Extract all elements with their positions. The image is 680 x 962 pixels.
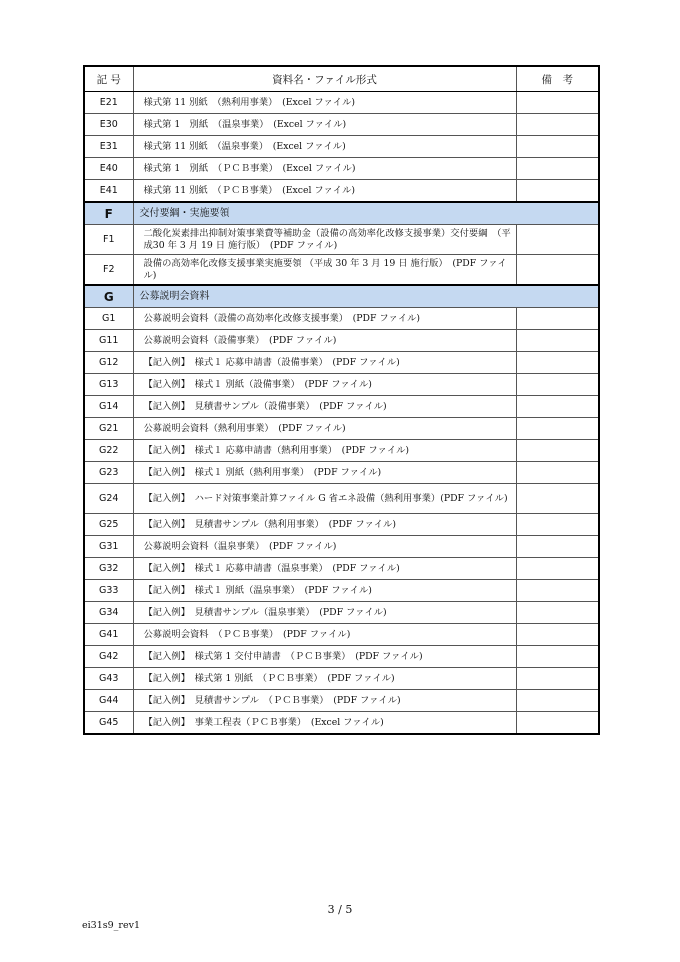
row-code: G1 (84, 308, 133, 330)
table-row (84, 114, 599, 136)
row-code: G25 (84, 514, 133, 536)
row-note (516, 158, 599, 180)
row-document-name: 【記入例】 見積書サンプル（設備事業） (PDF ファイル) (133, 396, 516, 418)
row-document-name: 【記入例】 見積書サンプル （ＰＣＢ事業） (PDF ファイル) (133, 690, 516, 712)
page-number: 3 / 5 (327, 903, 353, 916)
table-row (84, 180, 599, 203)
row-code: G14 (84, 396, 133, 418)
document-list-table (83, 65, 600, 735)
row-document-name: 【記入例】 事業工程表（ＰＣＢ事業） (Excel ファイル) (133, 712, 516, 735)
row-note (516, 114, 599, 136)
row-code: G42 (84, 646, 133, 668)
row-document-name: 公募説明会資料（熱利用事業） (PDF ファイル) (133, 418, 516, 440)
row-document-name: 二酸化炭素排出抑制対策事業費等補助金（設備の高効率化改修支援事業）交付要綱 （平成30 年 3 月 19 日 施行版） (PDF ファイル) (133, 225, 516, 255)
row-code: G34 (84, 602, 133, 624)
row-code: G41 (84, 624, 133, 646)
table-row (84, 92, 599, 114)
table-row (84, 484, 599, 514)
row-note (516, 136, 599, 158)
row-code: G44 (84, 690, 133, 712)
table-row (84, 712, 599, 735)
row-document-name: 【記入例】 様式１ 応募申請書（設備事業） (PDF ファイル) (133, 352, 516, 374)
table-row (84, 558, 599, 580)
row-note (516, 308, 599, 330)
table-row (84, 514, 599, 536)
row-note (516, 255, 599, 286)
row-code: G23 (84, 462, 133, 484)
row-document-name: 【記入例】 様式１ 別紙（温泉事業） (PDF ファイル) (133, 580, 516, 602)
table-row (84, 580, 599, 602)
row-note (516, 180, 599, 203)
row-document-name: 【記入例】 様式第 1 別紙 （ＰＣＢ事業） (PDF ファイル) (133, 668, 516, 690)
section-title: 交付要綱・実施要領 (133, 202, 599, 225)
row-code: G21 (84, 418, 133, 440)
row-document-name: 様式第 11 別紙 （ＰＣＢ事業） (Excel ファイル) (133, 180, 516, 203)
row-note (516, 514, 599, 536)
table-row (84, 158, 599, 180)
header-code: 記 号 (84, 66, 133, 92)
row-note (516, 225, 599, 255)
row-note (516, 580, 599, 602)
row-document-name: 公募説明会資料 （ＰＣＢ事業） (PDF ファイル) (133, 624, 516, 646)
row-note (516, 418, 599, 440)
table-row (84, 225, 599, 255)
row-document-name: 公募説明会資料（温泉事業） (PDF ファイル) (133, 536, 516, 558)
table-row (84, 418, 599, 440)
header-name: 資料名・ファイル形式 (133, 66, 516, 92)
table-row (84, 668, 599, 690)
row-code: G45 (84, 712, 133, 735)
table-row (84, 646, 599, 668)
row-document-name: 様式第 11 別紙 （温泉事業） (Excel ファイル) (133, 136, 516, 158)
row-code: G22 (84, 440, 133, 462)
row-code: G12 (84, 352, 133, 374)
header-note: 備 考 (516, 66, 599, 92)
row-document-name: 【記入例】 様式第 1 交付申請書 （ＰＣＢ事業） (PDF ファイル) (133, 646, 516, 668)
row-document-name: 【記入例】 様式１ 別紙（設備事業） (PDF ファイル) (133, 374, 516, 396)
row-document-name: 【記入例】 ハード対策事業計算ファイル G 省エネ設備（熱利用事業）(PDF ファイル) (133, 484, 516, 514)
row-code: F1 (84, 225, 133, 255)
row-note (516, 690, 599, 712)
row-note (516, 602, 599, 624)
row-note (516, 396, 599, 418)
row-note (516, 462, 599, 484)
row-code: G32 (84, 558, 133, 580)
row-code: G11 (84, 330, 133, 352)
row-document-name: 公募説明会資料（設備の高効率化改修支援事業） (PDF ファイル) (133, 308, 516, 330)
row-document-name: 【記入例】 様式１ 応募申請書（温泉事業） (PDF ファイル) (133, 558, 516, 580)
table-row (84, 536, 599, 558)
row-note (516, 330, 599, 352)
table-row (84, 690, 599, 712)
row-note (516, 624, 599, 646)
section-row (84, 202, 599, 225)
row-document-name: 様式第 11 別紙 （熱利用事業） (Excel ファイル) (133, 92, 516, 114)
section-code: F (84, 202, 133, 225)
row-code: E40 (84, 158, 133, 180)
section-code: G (84, 285, 133, 308)
row-note (516, 484, 599, 514)
row-note (516, 712, 599, 735)
row-note (516, 92, 599, 114)
table-row (84, 308, 599, 330)
row-code: G43 (84, 668, 133, 690)
row-code: G13 (84, 374, 133, 396)
table-row (84, 440, 599, 462)
table-row (84, 330, 599, 352)
row-document-name: 【記入例】 見積書サンプル（温泉事業） (PDF ファイル) (133, 602, 516, 624)
table-body (84, 92, 599, 735)
row-document-name: 【記入例】 様式１ 応募申請書（熱利用事業） (PDF ファイル) (133, 440, 516, 462)
row-code: E21 (84, 92, 133, 114)
table-row (84, 396, 599, 418)
row-note (516, 440, 599, 462)
row-note (516, 668, 599, 690)
row-code: E30 (84, 114, 133, 136)
document-id: ei31s9_rev1 (82, 920, 140, 931)
table-row (84, 374, 599, 396)
row-document-name: 公募説明会資料（設備事業） (PDF ファイル) (133, 330, 516, 352)
row-note (516, 558, 599, 580)
section-title: 公募説明会資料 (133, 285, 599, 308)
table-row (84, 462, 599, 484)
table-row (84, 352, 599, 374)
row-note (516, 352, 599, 374)
table-row (84, 602, 599, 624)
row-document-name: 様式第 1 別紙 （ＰＣＢ事業） (Excel ファイル) (133, 158, 516, 180)
row-note (516, 536, 599, 558)
row-note (516, 646, 599, 668)
row-document-name: 様式第 1 別紙 （温泉事業） (Excel ファイル) (133, 114, 516, 136)
row-code: G31 (84, 536, 133, 558)
row-code: G24 (84, 484, 133, 514)
table-row (84, 136, 599, 158)
row-note (516, 374, 599, 396)
table-row (84, 255, 599, 286)
row-code: E41 (84, 180, 133, 203)
row-code: G33 (84, 580, 133, 602)
row-document-name: 【記入例】 見積書サンプル（熱利用事業） (PDF ファイル) (133, 514, 516, 536)
row-code: E31 (84, 136, 133, 158)
section-row (84, 285, 599, 308)
table-header-row (84, 66, 599, 92)
row-code: F2 (84, 255, 133, 286)
table-row (84, 624, 599, 646)
row-document-name: 設備の高効率化改修支援事業実施要領 （平成 30 年 3 月 19 日 施行版） (PDF ファイル) (133, 255, 516, 286)
row-document-name: 【記入例】 様式１ 別紙（熱利用事業） (PDF ファイル) (133, 462, 516, 484)
